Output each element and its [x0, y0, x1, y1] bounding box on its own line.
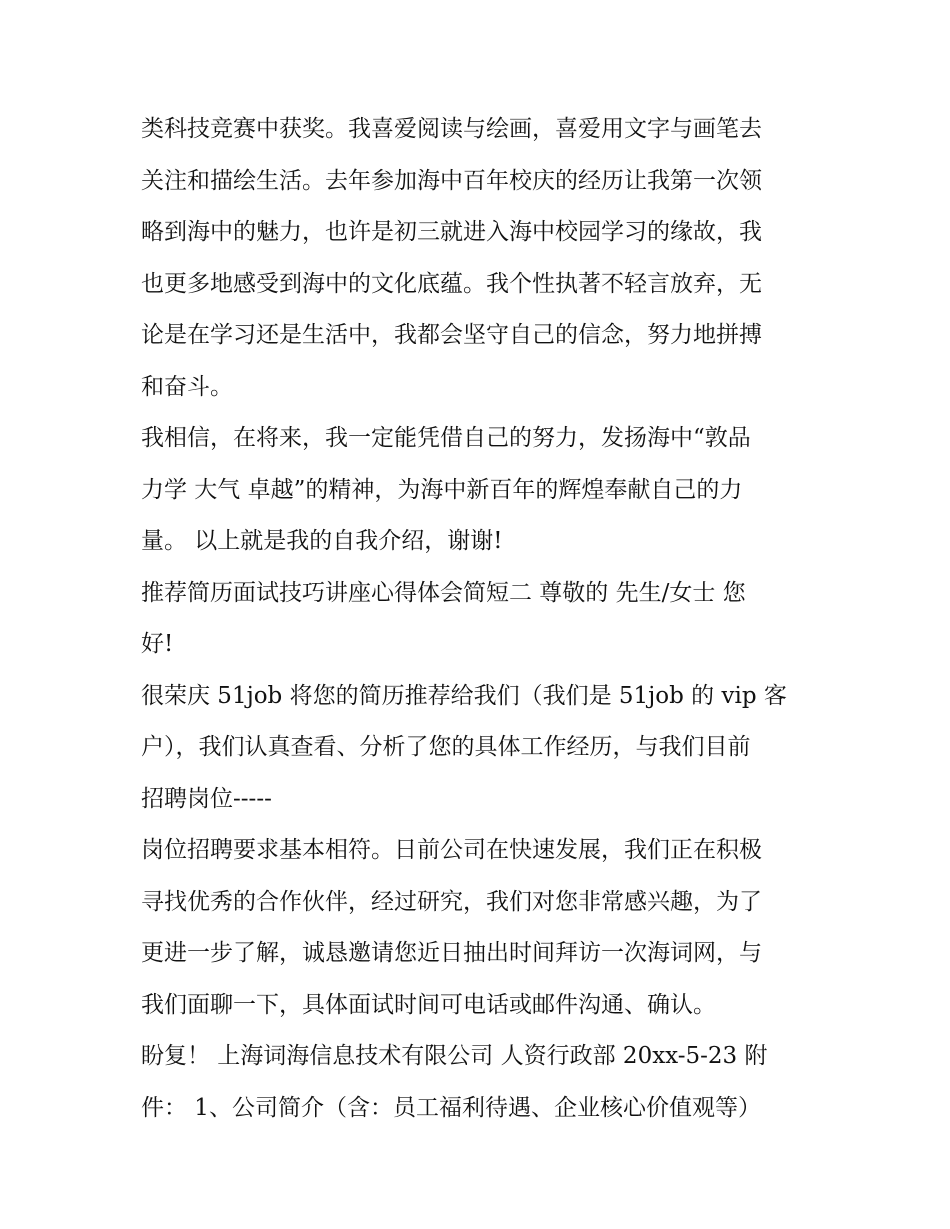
text-line: 招聘岗位-----	[141, 785, 272, 812]
text-line: 量。 以上就是我的自我介绍，谢谢!	[141, 528, 503, 554]
text-line: 和奋斗。	[141, 373, 233, 400]
text-line: 盼复！ 上海词海信息技术有限公司 人资行政部 20xx-5-23 附	[141, 1043, 768, 1069]
text-line: 我们面聊一下，具体面试时间可电话或邮件沟通、确认。	[141, 991, 716, 1018]
text-line: 岗位招聘要求基本相符。日前公司在快速发展，我们正在积极	[141, 837, 762, 863]
text-line: 类科技竞赛中获奖。我喜爱阅读与绘画，喜爱用文字与画笔去	[141, 116, 762, 142]
text-line: 力学 大气 卓越”的精神，为海中新百年的辉煌奉献自己的力	[141, 476, 743, 503]
document-body	[141, 104, 821, 1134]
text-line: 寻找优秀的合作伙伴，经过研究，我们对您非常感兴趣，为了	[141, 888, 762, 915]
text-line: 件： 1、公司简介（含：员工福利待遇、企业核心价值观等）	[141, 1094, 761, 1121]
text-line: 我相信，在将来，我一定能凭借自己的努力，发扬海中“敦品	[141, 425, 751, 451]
text-line: 户），我们认真查看、分析了您的具体工作经历，与我们目前	[141, 734, 751, 760]
text-line: 好!	[141, 631, 174, 657]
text-line: 也更多地感受到海中的文化底蕴。我个性执著不轻言放弃，无	[141, 270, 762, 297]
text-line: 略到海中的魅力，也许是初三就进入海中校园学习的缘故，我	[141, 219, 762, 245]
text-line: 关注和描绘生活。去年参加海中百年校庆的经历让我第一次领	[141, 167, 762, 194]
text-line: 很荣庆 51job 将您的简历推荐给我们（我们是 51job 的 vip 客	[141, 682, 787, 709]
text-line: 推荐简历面试技巧讲座心得体会简短二 尊敬的 先生/女士 您	[141, 579, 746, 606]
text-line: 更进一步了解，诚恳邀请您近日抽出时间拜访一次海词网，与	[141, 940, 762, 966]
text-line: 论是在学习还是生活中，我都会坚守自己的信念，努力地拼搏	[141, 322, 762, 348]
